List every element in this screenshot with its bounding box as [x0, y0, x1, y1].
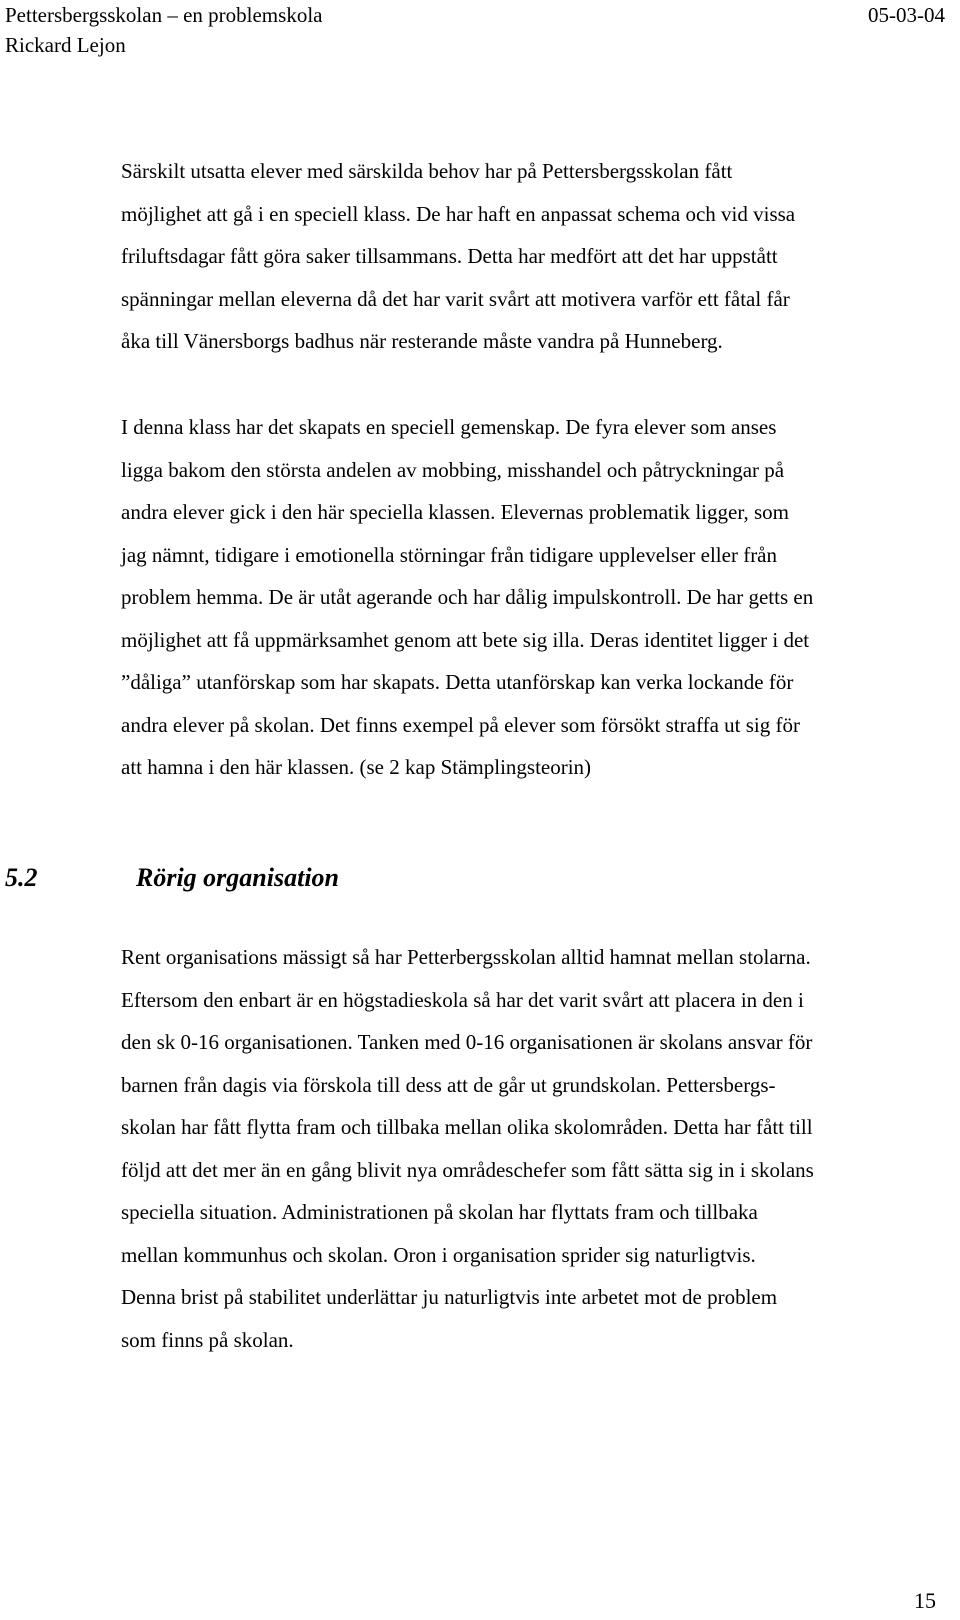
paragraph-community — [121, 406, 941, 789]
section-title: Rörig organisation — [136, 863, 340, 892]
text-line: ”dåliga” utanförskap som har skapats. Detta utanförskap kan verka lockande för — [121, 670, 794, 694]
text-line: mellan kommunhus och skolan. Oron i organisation sprider sig naturligtvis. — [121, 1242, 756, 1267]
page-number: 15 — [914, 1588, 936, 1613]
text-line: att hamna i den här klassen. (se 2 kap Stämplingsteorin) — [121, 755, 592, 779]
text-line: problem hemma. De är utåt agerande och har dålig impulskontroll. De har getts en — [121, 585, 814, 609]
text-line: ligga bakom den största andelen av mobbing, misshandel och påtryckningar på — [121, 457, 785, 482]
text-line: skolan har fått flytta fram och tillbaka mellan olika skolområden. Detta har fått till — [121, 1115, 813, 1139]
text-line: Eftersom den enbart är en högstadieskola så har det varit svårt att placera in den i — [121, 987, 804, 1012]
text-line: den sk 0-16 organisationen. Tanken med 0-16 organisationen är skolans ansvar för — [121, 1030, 813, 1054]
header-date: 05-03-04 — [868, 3, 945, 27]
section-heading — [5, 858, 339, 898]
text-line: andra elever gick i den här speciella klassen. Elevernas problematik ligger, som — [121, 500, 789, 524]
text-line: åka till Vänersborgs badhus när resterande måste vandra på Hunneberg. — [121, 329, 723, 353]
page-header — [5, 0, 322, 60]
text-line: spänningar mellan eleverna då det har varit svårt att motivera varför ett fåtal får — [121, 286, 790, 311]
text-line: Särskilt utsatta elever med särskilda behov har på Pettersbergsskolan fått — [121, 159, 733, 183]
paragraph-organisation — [121, 936, 941, 1361]
text-line: speciella situation. Administrationen på skolan har flyttats fram och tillbaka — [121, 1200, 758, 1224]
text-line: barnen från dagis via förskola till dess att de går ut grundskolan. Pettersbergs- — [121, 1072, 776, 1097]
text-line: I denna klass har det skapats en speciell gemenskap. De fyra elever som anses — [121, 415, 777, 439]
text-line: andra elever på skolan. Det finns exempel på elever som försökt straffa ut sig för — [121, 712, 800, 737]
header-author: Rickard Lejon — [5, 33, 126, 57]
text-line: Rent organisations mässigt så har Petterbergsskolan alltid hamnat mellan stolarna. — [121, 945, 811, 969]
text-line: möjlighet att få uppmärksamhet genom att bete sig illa. Deras identitet ligger i det — [121, 627, 810, 652]
paragraph-special-class — [121, 150, 941, 363]
text-line: som finns på skolan. — [121, 1327, 294, 1352]
header-title: Pettersbergsskolan – en problemskola — [5, 3, 323, 27]
text-line: möjlighet att gå i en speciell klass. De har haft en anpassat schema och vid vissa — [121, 201, 796, 226]
text-line: jag nämnt, tidigare i emotionella störningar från tidigare upplevelser eller från — [121, 542, 778, 567]
text-line: friluftsdagar fått göra saker tillsammans. Detta har medfört att det har uppstått — [121, 244, 778, 268]
text-line: följd att det mer än en gång blivit nya områdeschefer som fått sätta sig in i skolans — [121, 1157, 814, 1182]
section-number: 5.2 — [5, 863, 38, 892]
text-line: Denna brist på stabilitet underlättar ju naturligtvis inte arbetet mot de problem — [121, 1285, 778, 1309]
